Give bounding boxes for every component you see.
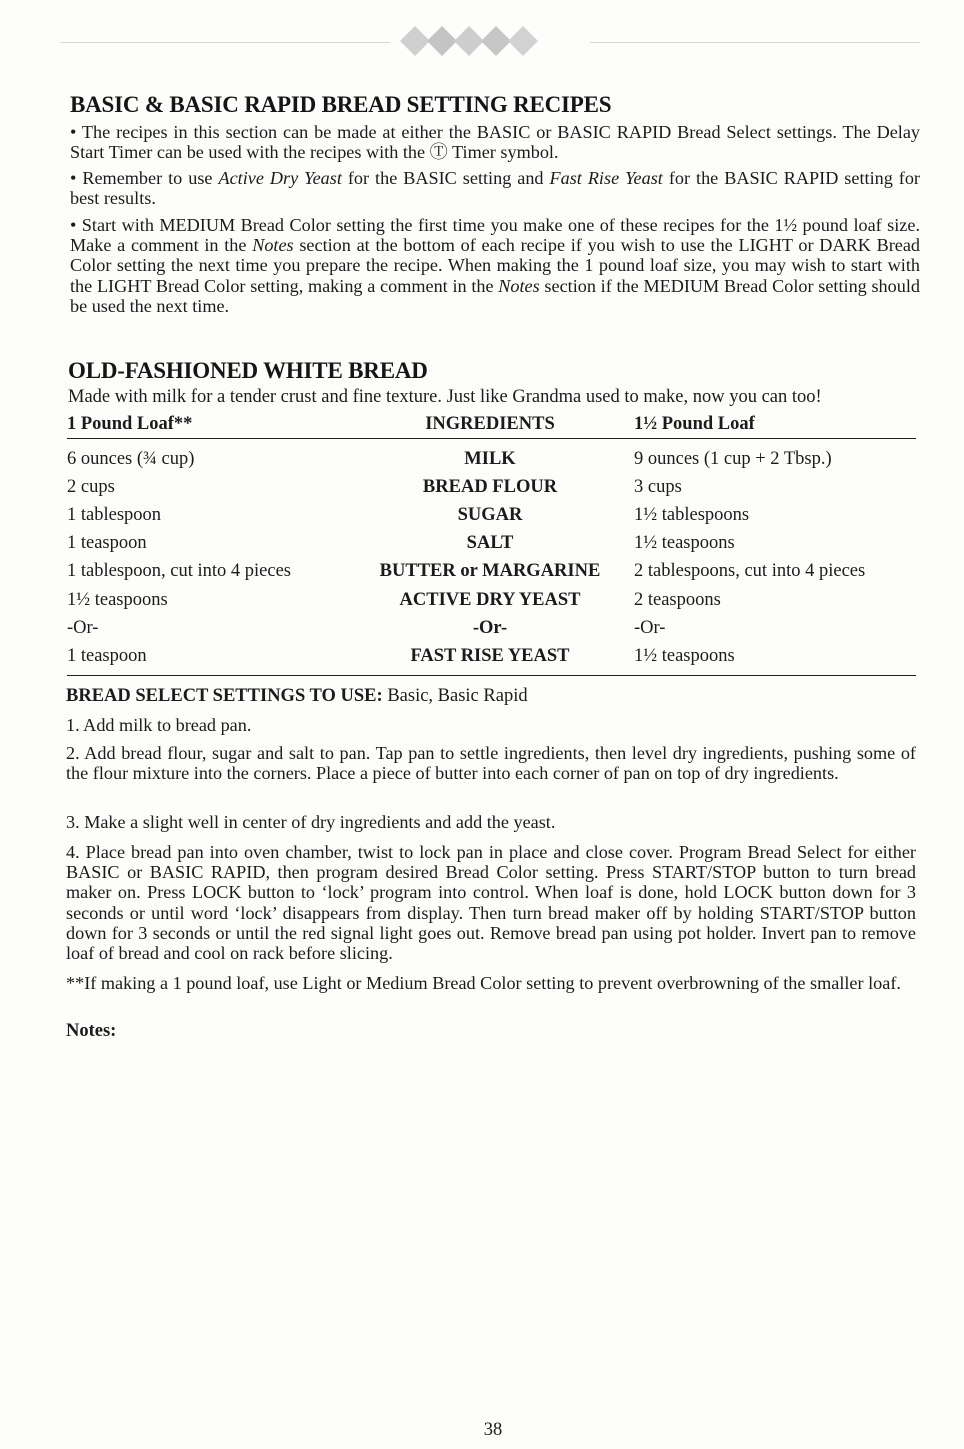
header-ingredients: INGREDIENTS [425,414,555,434]
bullet-emphasis: Notes [252,235,294,256]
diamond-row-icon [398,24,533,58]
step-2: 2. Add bread flour, sugar and salt to pan. Tap pan to settle ingredients, then level dry ingredients, pushing some of the flour mixture into the corners. Place a piece of butter into each corner of pan on top of dry ingredients. [66,743,916,784]
bullet-text: section if the MEDIUM Bread Color setting should be used the next time. [70,275,920,316]
table-bottom-rule [67,675,916,676]
large-amount: 1½ teaspoons [634,533,735,553]
bullet-text: for the BASIC RAPID setting for best results. [70,168,920,209]
page-number: 38 [483,1420,503,1440]
small-amount: 6 ounces (¾ cup) [67,449,195,469]
step-1: 1. Add milk to bread pan. [66,715,252,735]
bullet-emphasis: Notes [498,275,540,296]
ingredient-name: SALT [466,533,514,553]
large-amount: 1½ teaspoons [634,646,735,666]
step-3: 3. Make a slight well in center of dry ingredients and add the yeast. [66,812,556,832]
small-amount: -Or- [67,618,99,638]
bread-select-settings [66,686,916,706]
step-4: 4. Place bread pan into oven chamber, twist to lock pan in place and close cover. Program Bread Select for either BASIC or BASIC RAPID, then program desired Bread Color setting. Press START/STOP button to turn bread maker on. Press LOCK button to ‘lock’ program into control. When loaf is done, hold LOCK button down for 3 seconds or until word ‘lock’ disappears from display. Then turn bread maker off by holding START/STOP button down for 3 seconds or until the red signal light goes out. Remove bread pan using pot holder. Invert pan to remove loaf of bread and cool on rack before slicing. [66,842,916,964]
table-row [0,618,964,646]
large-amount: -Or- [634,618,666,638]
bullet-text: for the BASIC setting and [341,168,550,188]
small-amount: 1 teaspoon [67,646,147,666]
table-row [0,590,964,618]
bullet-text: • Remember to use [70,168,219,188]
large-amount: 9 ounces (1 cup + 2 Tbsp.) [634,449,832,469]
ingredient-name: ACTIVE DRY YEAST [399,590,581,610]
table-row [0,505,964,533]
small-amount: 1 teaspoon [67,533,147,553]
table-row [0,477,964,505]
bullet-text: Timer symbol. [447,142,559,163]
table-top-rule [67,438,916,439]
header-large-loaf: 1½ Pound Loaf [634,414,755,434]
bullet-yeast [70,168,920,208]
table-row [0,561,964,589]
ingredient-name: BUTTER or MARGARINE [379,561,601,581]
bullet-text: • Start with MEDIUM Bread Color setting the first time you make one of these recipes for the 1½ pound loaf size. Make a comment in the [70,215,920,256]
small-amount: 1½ teaspoons [67,590,168,610]
ingredient-name: -Or- [472,618,508,638]
ornament-line-right [590,42,920,43]
large-amount: 1½ tablespoons [634,505,750,525]
bullet-timer [70,122,920,162]
section-title: BASIC & BASIC RAPID BREAD SETTING RECIPES [70,92,612,117]
ingredient-name: MILK [464,449,516,469]
settings-label: BREAD SELECT SETTINGS TO USE: [66,686,383,706]
bullet-text: section at the bottom of each recipe if you wish to use the LIGHT or DARK Bread Color setting the next time you prepare the recipe. When making the 1 pound loaf size, you may wish to start with the LIGHT Bread Color setting, making a comment in the [70,235,921,296]
small-amount: 2 cups [67,477,115,497]
table-row [0,646,964,674]
large-amount: 2 teaspoons [634,590,721,610]
recipe-description: Made with milk for a tender crust and fine texture. Just like Grandma used to make, now you can too! [68,387,822,407]
recipe-title: OLD-FASHIONED WHITE BREAD [68,358,428,383]
bullet-emphasis: Fast Rise Yeast [549,168,663,188]
ingredient-name: SUGAR [457,505,523,525]
small-amount: 1 tablespoon, cut into 4 pieces [67,561,292,581]
timer-symbol-icon: Ⓣ [429,142,448,163]
small-amount: 1 tablespoon [67,505,162,525]
large-amount: 2 tablespoons, cut into 4 pieces [634,561,866,581]
bullet-emphasis: Active Dry Yeast [218,168,342,188]
table-row [0,533,964,561]
large-amount: 3 cups [634,477,682,497]
ornament-line-left [60,42,390,43]
bullet-text: • The recipes in this section can be made at either the BASIC or BASIC RAPID Bread Select settings. The Delay Start Timer can be used with the recipes with the [70,122,920,163]
header-ornament [0,22,964,62]
header-small-loaf: 1 Pound Loaf** [67,414,193,434]
footnote: **If making a 1 pound loaf, use Light or Medium Bread Color setting to prevent overbrowning of the smaller loaf. [66,973,901,993]
ingredient-name: FAST RISE YEAST [410,646,570,666]
table-row [0,449,964,477]
notes-label: Notes: [66,1021,117,1041]
ingredient-name: BREAD FLOUR [422,477,558,497]
settings-value: Basic, Basic Rapid [382,686,528,706]
bullet-color [70,215,920,316]
diamond-icon [506,24,540,58]
